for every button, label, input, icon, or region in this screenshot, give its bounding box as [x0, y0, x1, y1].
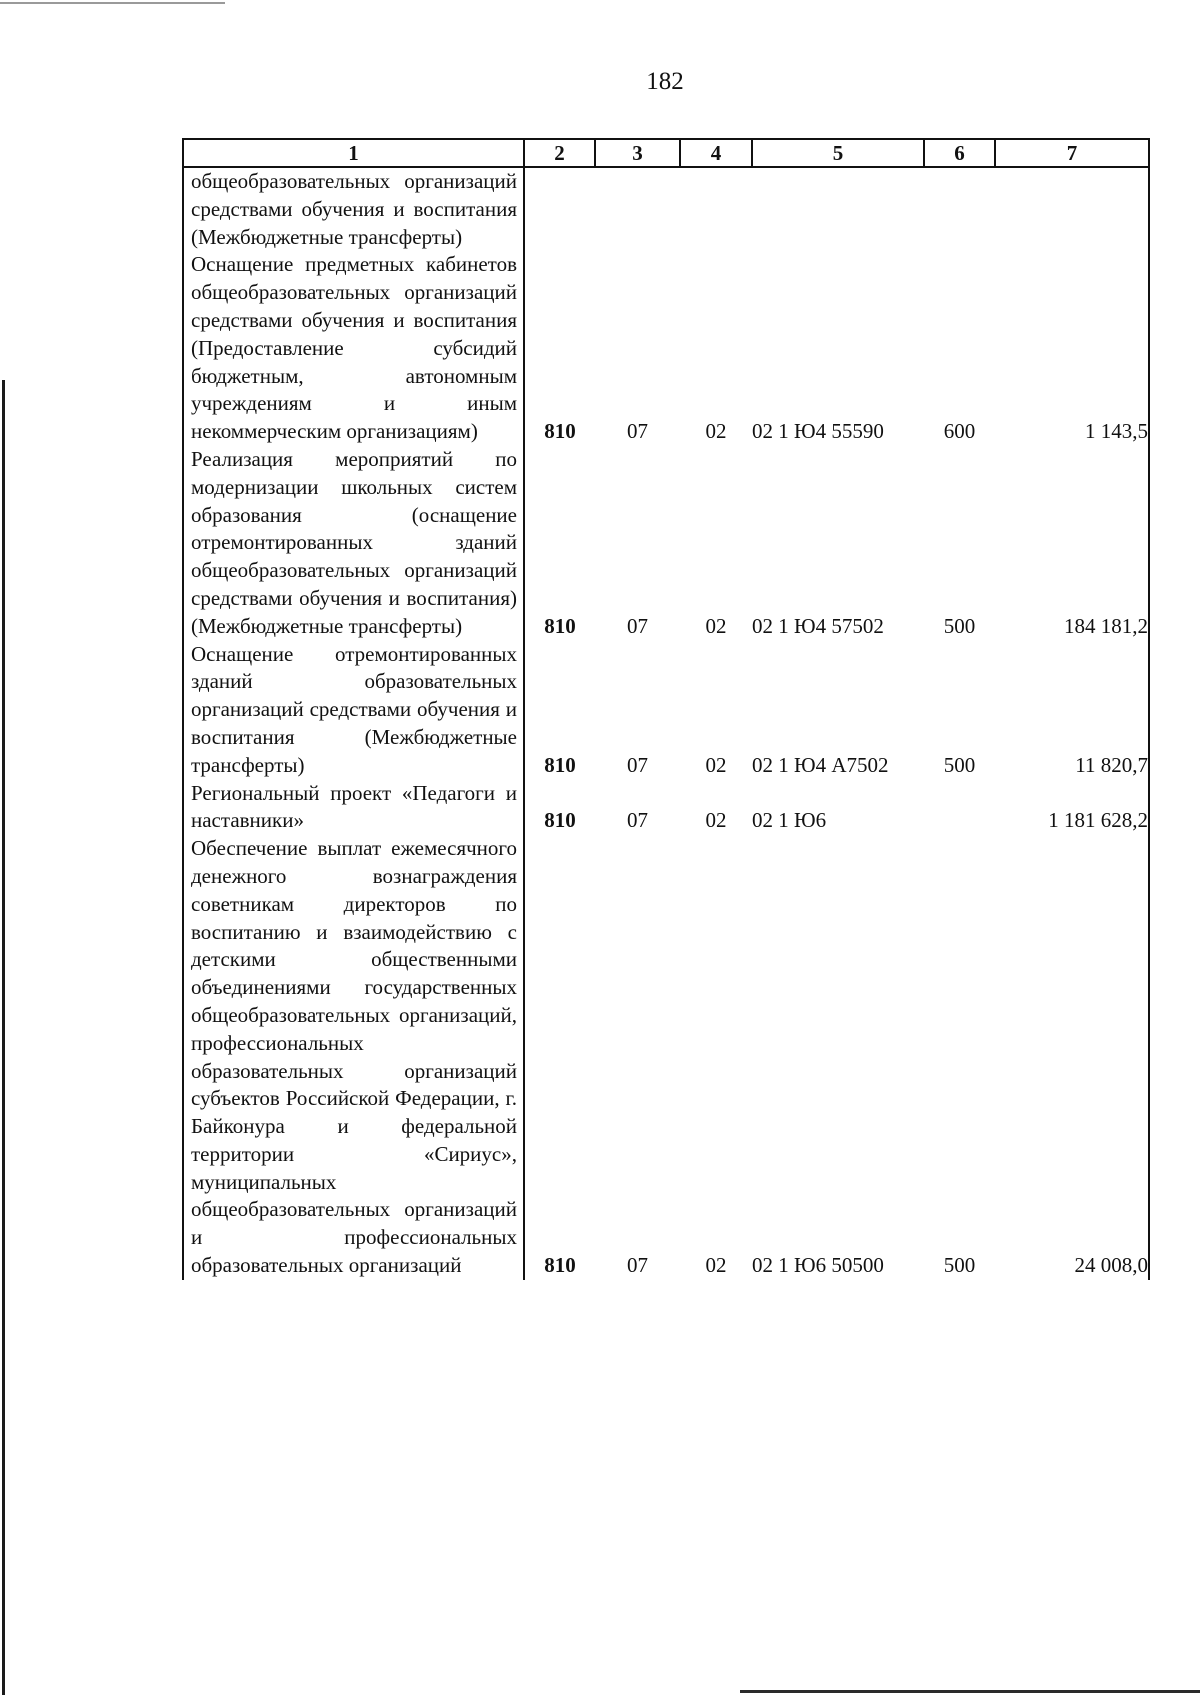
row-description-text: общеобразовательных организаций средствами обучения и воспитания (Межбюджетные трансферты): [191, 169, 517, 249]
page-number: 182: [646, 68, 684, 95]
cell-ministry-code: 810: [544, 808, 576, 833]
row-description-text: Реализация мероприятий по модернизации школьных систем образования (оснащение отремонтированных зданий общеобразовательных организаций средствами обучения и воспитания) (Межбюджетные трансферты): [191, 446, 517, 638]
cell-target-article: 02 1 Ю4 55590: [752, 419, 884, 444]
table-row: [183, 446, 1149, 641]
cell-ministry-code: 810: [544, 1253, 576, 1278]
header-col-2: 2: [524, 139, 595, 167]
budget-table-frame: [182, 138, 1148, 1280]
header-col-1: 1: [183, 139, 524, 167]
cell-expense-type: 500: [943, 752, 976, 777]
table-row: [183, 835, 1149, 1280]
cell-target-article: 02 1 Ю6 50500: [752, 1253, 884, 1278]
table-row: [183, 251, 1149, 446]
header-col-5: 5: [752, 139, 924, 167]
row-description-text: Региональный проект «Педагоги и наставники»: [191, 780, 517, 833]
header-col-4: 4: [680, 139, 752, 167]
cell-section: 07: [627, 752, 648, 777]
row-description-text: Оснащение отремонтированных зданий образовательных организаций средствами обучения и воспитания (Межбюджетные трансферты): [191, 641, 517, 777]
cell-section: 07: [627, 1253, 648, 1278]
table-row: [183, 780, 1149, 836]
table-row: [183, 167, 1149, 251]
budget-table: [182, 138, 1150, 1280]
cell-ministry-code: [524, 167, 595, 251]
cell-expense-type: 500: [943, 613, 976, 638]
cell-target-article: 02 1 Ю6: [752, 808, 827, 833]
cell-amount: 1 143,5: [995, 251, 1149, 446]
cell-amount: 1 181 628,2: [995, 780, 1149, 836]
table-row: [183, 641, 1149, 780]
cell-subsection: 02: [705, 752, 727, 777]
row-description-text: Обеспечение выплат ежемесячного денежного вознаграждения советникам директоров по воспитанию и взаимодействию с детскими общественными объединениями государственных общеобразовательных организаций, профессиональных образовательных организаций субъектов Российской Федерации, г. Байконура и федеральной территории «Сириус», муниципальных общеобразовательных организаций и профессиональных образовательных организаций: [191, 836, 517, 1278]
row-description: [183, 446, 524, 641]
row-description: [183, 167, 524, 251]
cell-subsection: 02: [705, 613, 727, 638]
header-row: [183, 139, 1149, 167]
cell-target-article: [752, 167, 924, 251]
header-col-7: 7: [995, 139, 1149, 167]
cell-target-article: 02 1 Ю4 А7502: [752, 752, 889, 777]
cell-section: 07: [627, 419, 648, 444]
cell-ministry-code: 810: [544, 419, 576, 444]
cell-amount: 184 181,2: [995, 446, 1149, 641]
header-col-6: 6: [924, 139, 995, 167]
cell-ministry-code: 810: [544, 752, 576, 777]
row-description: [183, 780, 524, 836]
cell-section: [595, 167, 680, 251]
cell-ministry-code: 810: [544, 613, 576, 638]
cell-amount: [995, 167, 1149, 251]
scan-edge-left: [2, 380, 5, 1695]
cell-expense-type: [924, 167, 995, 251]
row-description: [183, 835, 524, 1280]
row-description-text: Оснащение предметных кабинетов общеобразовательных организаций средствами обучения и воспитания (Предоставление субсидий бюджетным, автономным учреждениям и иным некоммерческим организациям): [191, 252, 517, 444]
cell-amount: 24 008,0: [995, 835, 1149, 1280]
scan-edge-top: [0, 2, 225, 4]
cell-subsection: 02: [705, 419, 727, 444]
cell-section: 07: [627, 613, 648, 638]
header-col-3: 3: [595, 139, 680, 167]
row-description: [183, 251, 524, 446]
cell-expense-type: 600: [943, 419, 976, 444]
cell-subsection: [680, 167, 752, 251]
cell-expense-type: [924, 780, 995, 836]
cell-subsection: 02: [705, 1253, 727, 1278]
cell-subsection: 02: [705, 808, 727, 833]
cell-expense-type: 500: [943, 1253, 976, 1278]
cell-section: 07: [627, 808, 648, 833]
cell-amount: 11 820,7: [995, 641, 1149, 780]
cell-target-article: 02 1 Ю4 57502: [752, 613, 884, 638]
scan-edge-bottom: [740, 1690, 1200, 1693]
row-description: [183, 641, 524, 780]
